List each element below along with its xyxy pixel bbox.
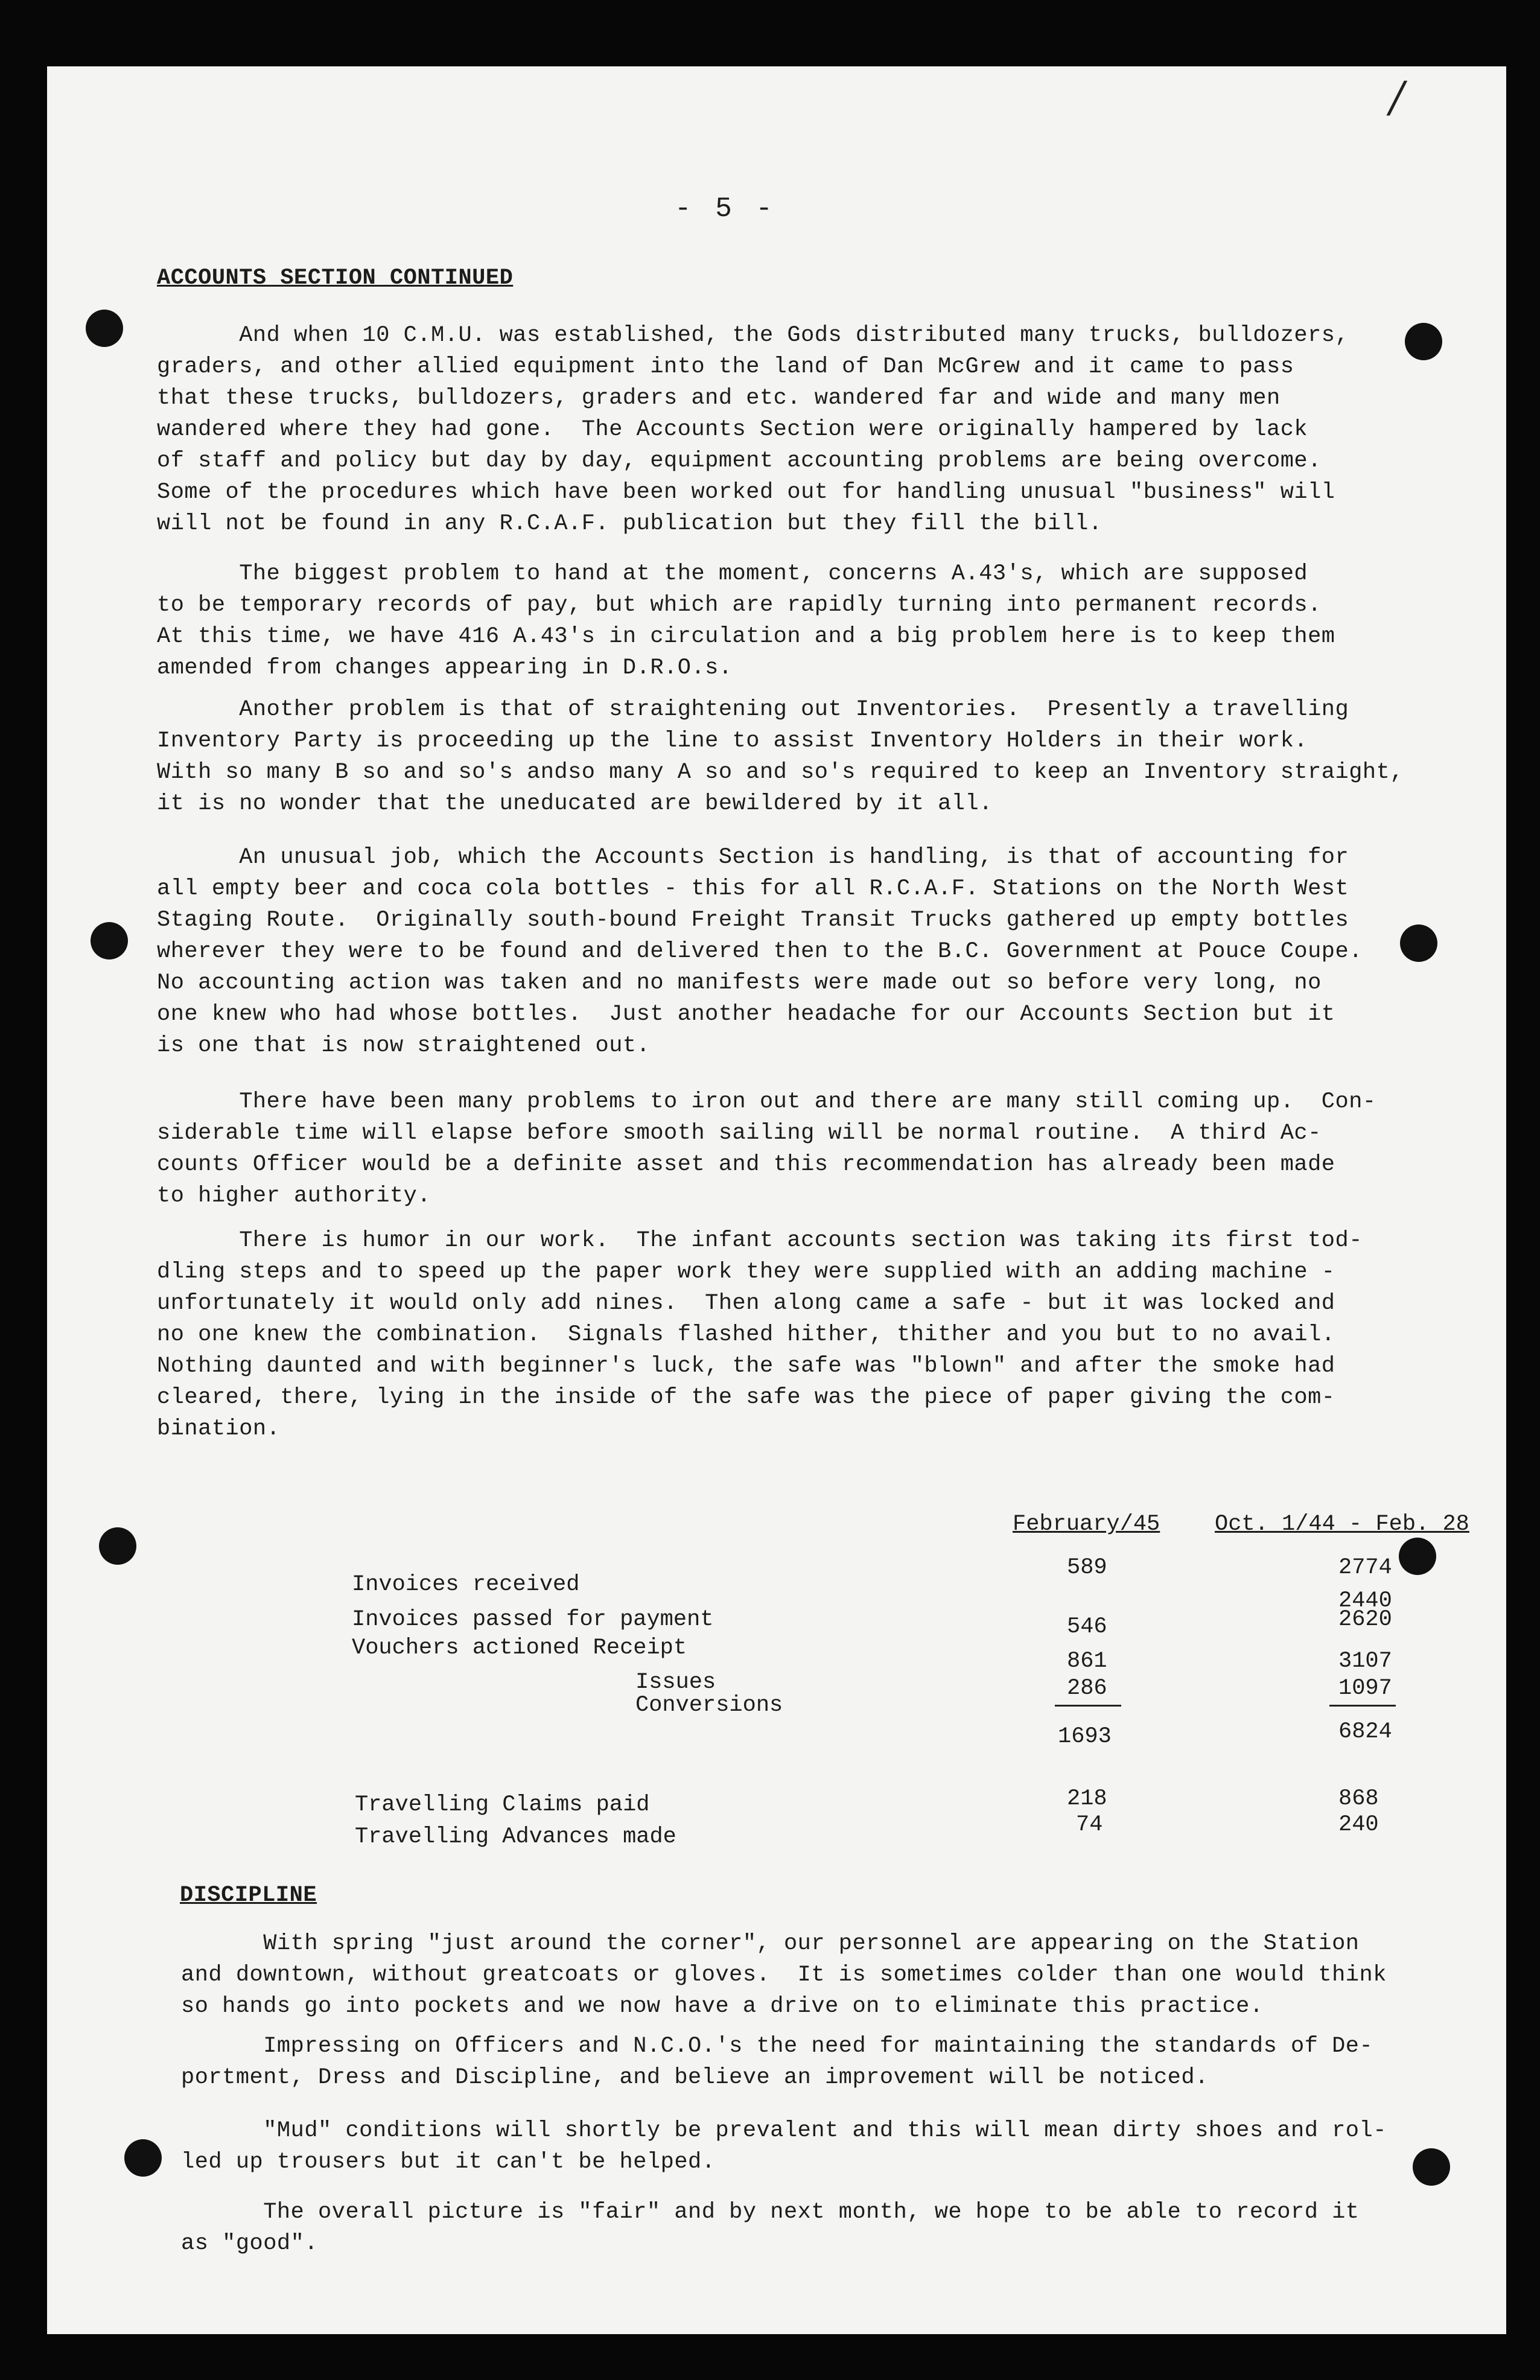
row-feb-value: 546	[1067, 1614, 1107, 1640]
accounts-paragraph-4: An unusual job, which the Accounts Section is handling, is that of accounting for all empty beer and coca cola bottles - this for all R.C.A.F. Stations on the North West Staging Route. Originally south-bound Freight Transit Trucks gathered up empty bottles wherever they were to be found and delivered then to the B.C. Government at Pouce Coupe. No accounting action was taken and no manifests were made out so before very long, no one knew who had whose bottles. Just another headache for our Accounts Section but it is one that is now straightened out.	[157, 845, 1363, 1058]
row-label: Conversions	[635, 1693, 783, 1718]
row-label: Travelling Claims paid	[355, 1792, 650, 1818]
subtotal-rule	[1329, 1705, 1396, 1707]
discipline-paragraph-3: "Mud" conditions will shortly be prevalent and this will mean dirty shoes and rol- led up trousers but it can't be helped.	[181, 2118, 1387, 2175]
row-label: Travelling Advances made	[355, 1824, 676, 1850]
row-feb-value: 1693	[1058, 1724, 1112, 1749]
row-label: Vouchers actioned Receipt	[352, 1635, 687, 1661]
subtotal-rule	[1055, 1705, 1121, 1707]
discipline-paragraph-4: The overall picture is "fair" and by next month, we hope to be able to record it as "good".	[181, 2200, 1360, 2256]
punch-hole	[86, 310, 123, 347]
table-header-period: Oct. 1/44 - Feb. 28	[1215, 1512, 1469, 1537]
accounts-paragraph-1: And when 10 C.M.U. was established, the Gods distributed many trucks, bulldozers, graders, and other allied equipment into the land of Dan McGrew and it came to pass that these trucks, bulldozers, graders and etc. wandered far and wide and many men wandered where they had gone. The Accounts Section were originally hampered by lack of staff and policy but day by day, equipment accounting problems are being overcome. Some of the procedures which have been worked out for handling unusual "business" will will not be found in any R.C.A.F. publication but they fill the bill.	[157, 323, 1349, 536]
row-total-value: 3107	[1338, 1649, 1392, 1674]
punch-hole	[1399, 1538, 1436, 1575]
document-page	[47, 66, 1506, 2334]
corner-mark: /	[1390, 72, 1404, 122]
punch-hole	[1405, 323, 1442, 360]
row-label: Invoices received	[352, 1572, 580, 1597]
punch-hole	[91, 922, 128, 959]
page-number: - 5 -	[675, 193, 777, 224]
accounts-section-heading: ACCOUNTS SECTION CONTINUED	[157, 266, 514, 291]
row-total-value: 6824	[1338, 1719, 1392, 1745]
row-label: Invoices passed for payment	[352, 1607, 714, 1632]
row-feb-value: 286	[1067, 1676, 1107, 1701]
row-feb-value: 74	[1076, 1812, 1103, 1838]
row-total-value: 2774	[1338, 1555, 1392, 1580]
accounts-paragraph-2: The biggest problem to hand at the moment, concerns A.43's, which are supposed to be temporary records of pay, but which are rapidly turning into permanent records. At this time, we have 416 A.43's in circulation and a big problem here is to keep them amended from changes appearing in D.R.O.s.	[157, 561, 1335, 681]
accounts-paragraph-5: There have been many problems to iron out and there are many still coming up. Con- siderable time will elapse before smooth sailing will be normal routine. A third Ac- counts Officer would be a definite asset and this recommendation has already been made to higher authority.	[157, 1089, 1376, 1209]
punch-hole	[99, 1527, 136, 1565]
row-total-value: 2440	[1338, 1588, 1392, 1614]
discipline-paragraph-2: Impressing on Officers and N.C.O.'s the need for maintaining the standards of De- portment, Dress and Discipline, and believe an improvement will be noticed.	[181, 2034, 1373, 2090]
row-label: Issues	[635, 1670, 716, 1695]
row-total-value: 868	[1338, 1786, 1379, 1812]
row-feb-value: 589	[1067, 1555, 1107, 1580]
discipline-heading: DISCIPLINE	[180, 1883, 317, 1908]
accounts-paragraph-3: Another problem is that of straightening out Inventories. Presently a travelling Inventory Party is proceeding up the line to assist Inventory Holders in their work. With so many B so and so's andso many A so and so's required to keep an Inventory straight, it is no wonder that the uneducated are bewildered by it all.	[157, 697, 1404, 816]
discipline-paragraph-1: With spring "just around the corner", our personnel are appearing on the Station and downtown, without greatcoats or gloves. It is sometimes colder than one would think so hands go into pockets and we now have a drive on to eliminate this practice.	[181, 1931, 1387, 2019]
punch-hole	[1413, 2148, 1450, 2186]
row-feb-value: 218	[1067, 1786, 1107, 1812]
accounts-paragraph-6: There is humor in our work. The infant accounts section was taking its first tod- dling steps and to speed up the paper work they were supplied with an adding machine - unfortunately it would only add nines. Then along came a safe - but it was locked and no one knew the combination. Signals flashed hither, thither and you but to no avail. Nothing daunted and with beginner's luck, the safe was "blown" and after the smoke had cleared, there, lying in the inside of the safe was the piece of paper giving the com- bination.	[157, 1228, 1363, 1442]
row-total-value: 240	[1338, 1812, 1379, 1838]
punch-hole	[124, 2139, 162, 2177]
table-header-february: February/45	[1013, 1512, 1160, 1537]
row-total-value: 1097	[1338, 1676, 1392, 1701]
row-feb-value: 861	[1067, 1649, 1107, 1674]
row-total-value: 2620	[1338, 1607, 1392, 1632]
punch-hole	[1400, 924, 1437, 962]
